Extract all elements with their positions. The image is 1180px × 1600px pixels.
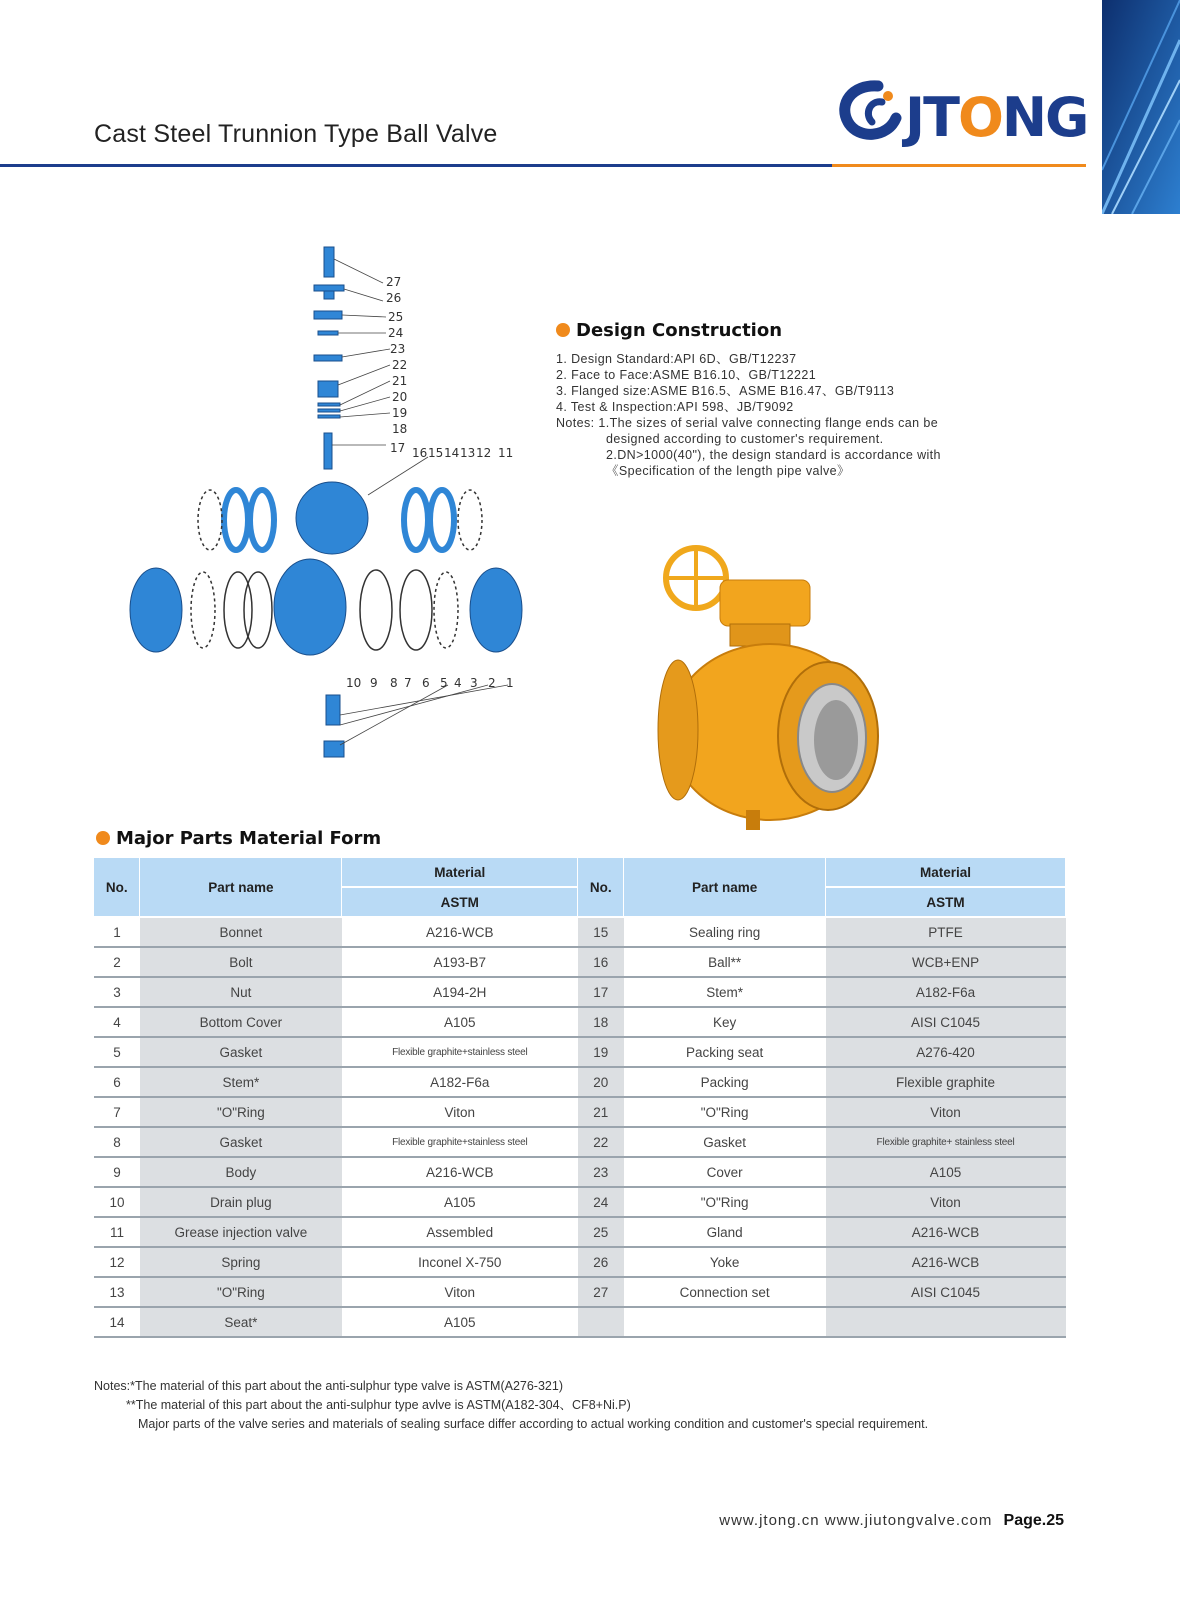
table-cell: Packing — [624, 1067, 826, 1097]
ball-valve-photo — [650, 540, 890, 840]
header-divider-blue — [0, 164, 832, 167]
callout-label: 4 — [454, 676, 462, 690]
page-title: Cast Steel Trunnion Type Ball Valve — [94, 120, 498, 148]
design-note: 2.DN>1000(40"), the design standard is accordance with — [606, 448, 941, 462]
table-cell: A216-WCB — [342, 917, 578, 947]
table-cell: Grease injection valve — [140, 1217, 342, 1247]
callout-label: 24 — [388, 326, 404, 340]
table-cell: Inconel X-750 — [342, 1247, 578, 1277]
callout-label: 8 — [390, 676, 398, 690]
table-cell: Bonnet — [140, 917, 342, 947]
table-cell: Flexible graphite — [826, 1067, 1066, 1097]
table-cell: A276-420 — [826, 1037, 1066, 1067]
callout-label: 6 — [422, 676, 430, 690]
table-cell: Cover — [624, 1157, 826, 1187]
callout-label: 3 — [470, 676, 478, 690]
table-cell: Sealing ring — [624, 917, 826, 947]
table-cell: Viton — [826, 1097, 1066, 1127]
design-item: 2. Face to Face:ASME B16.10、GB/T12221 — [556, 368, 817, 382]
design-item: 3. Flanged size:ASME B16.5、ASME B16.47、GB/T9113 — [556, 384, 895, 398]
table-cell: WCB+ENP — [826, 947, 1066, 977]
design-list — [556, 351, 1096, 479]
callout-label: 26 — [386, 291, 402, 305]
design-item: 4. Test & Inspection:API 598、JB/T9092 — [556, 400, 794, 414]
table-cell: AISI C1045 — [826, 1277, 1066, 1307]
table-cell: "O"Ring — [140, 1277, 342, 1307]
table-cell: Yoke — [624, 1247, 826, 1277]
table-cell: Drain plug — [140, 1187, 342, 1217]
table-cell: 8 — [94, 1127, 140, 1157]
header-no: No. — [578, 858, 624, 917]
table-cell: 21 — [578, 1097, 624, 1127]
table-cell: 26 — [578, 1247, 624, 1277]
table-cell: Assembled — [342, 1217, 578, 1247]
design-note: Notes: 1.The sizes of serial valve connecting flange ends can be — [556, 416, 939, 430]
parts-heading: Major Parts Material Form — [96, 828, 381, 849]
footnote-line: Notes:*The material of this part about the anti-sulphur type valve is ASTM(A276-321) — [94, 1379, 563, 1393]
table-cell: 3 — [94, 977, 140, 1007]
logo-wordmark: JTONG — [905, 86, 1088, 149]
table-cell: A105 — [342, 1307, 578, 1337]
table-cell — [826, 1307, 1066, 1337]
table-cell: 18 — [578, 1007, 624, 1037]
callout-label: 7 — [404, 676, 412, 690]
header-astm: ASTM — [342, 887, 578, 917]
corner-decoration — [1102, 0, 1180, 214]
table-cell: 4 — [94, 1007, 140, 1037]
header-material: Material — [826, 858, 1066, 887]
table-row — [94, 1067, 1066, 1097]
callout-label: 14 — [444, 446, 460, 460]
table-cell: Viton — [342, 1277, 578, 1307]
table-cell: Gasket — [140, 1127, 342, 1157]
table-cell: Spring — [140, 1247, 342, 1277]
parts-material-table — [94, 858, 1066, 1338]
table-cell: A216-WCB — [342, 1157, 578, 1187]
design-note: designed according to customer's requirement. — [606, 432, 884, 446]
table-cell: Packing seat — [624, 1037, 826, 1067]
table-cell: 16 — [578, 947, 624, 977]
table-cell: A216-WCB — [826, 1217, 1066, 1247]
footnotes — [94, 1377, 928, 1434]
table-cell: 14 — [94, 1307, 140, 1337]
table-cell: 20 — [578, 1067, 624, 1097]
header-part-name: Part name — [140, 858, 342, 917]
callout-label: 20 — [392, 390, 408, 404]
table-cell: Flexible graphite+stainless steel — [342, 1037, 578, 1067]
callout-label: 23 — [390, 342, 406, 356]
table-cell — [624, 1307, 826, 1337]
table-cell: 10 — [94, 1187, 140, 1217]
table-cell: 24 — [578, 1187, 624, 1217]
table-cell: AISI C1045 — [826, 1007, 1066, 1037]
table-cell: 15 — [578, 917, 624, 947]
header-no: No. — [94, 858, 140, 917]
table-cell: Connection set — [624, 1277, 826, 1307]
table-cell: 13 — [94, 1277, 140, 1307]
table-cell: Gasket — [140, 1037, 342, 1067]
table-row — [94, 1037, 1066, 1067]
table-cell: Ball** — [624, 947, 826, 977]
table-cell: 2 — [94, 947, 140, 977]
table-cell: A105 — [342, 1007, 578, 1037]
table-row — [94, 1097, 1066, 1127]
callout-label: 11 — [498, 446, 514, 460]
table-row — [94, 1187, 1066, 1217]
table-row — [94, 917, 1066, 947]
table-cell: 25 — [578, 1217, 624, 1247]
table-cell: A105 — [342, 1187, 578, 1217]
callout-label: 18 — [392, 422, 408, 436]
callout-label: 13 — [460, 446, 476, 460]
table-row — [94, 977, 1066, 1007]
header-astm: ASTM — [826, 887, 1066, 917]
callout-label: 1 — [506, 676, 514, 690]
page-number: Page.25 — [1003, 1512, 1064, 1529]
table-row — [94, 1277, 1066, 1307]
table-cell: 19 — [578, 1037, 624, 1067]
table-row — [94, 1007, 1066, 1037]
callout-label: 15 — [428, 446, 444, 460]
table-cell: Key — [624, 1007, 826, 1037]
callout-label: 9 — [370, 676, 378, 690]
table-cell: 27 — [578, 1277, 624, 1307]
table-cell: PTFE — [826, 917, 1066, 947]
table-cell: 9 — [94, 1157, 140, 1187]
table-cell: 7 — [94, 1097, 140, 1127]
table-cell: Stem* — [624, 977, 826, 1007]
table-cell: Viton — [342, 1097, 578, 1127]
table-cell: Viton — [826, 1187, 1066, 1217]
table-cell: 22 — [578, 1127, 624, 1157]
callout-label: 17 — [390, 441, 406, 455]
exploded-view-diagram — [128, 245, 538, 780]
callout-label: 5 — [440, 676, 448, 690]
table-cell: Gasket — [624, 1127, 826, 1157]
design-heading: Design Construction — [556, 320, 1096, 341]
table-cell: Stem* — [140, 1067, 342, 1097]
table-cell: 5 — [94, 1037, 140, 1067]
table-cell — [578, 1307, 624, 1337]
table-cell: "O"Ring — [624, 1097, 826, 1127]
callout-label: 10 — [346, 676, 362, 690]
table-cell: A216-WCB — [826, 1247, 1066, 1277]
table-cell: Nut — [140, 977, 342, 1007]
table-cell: 1 — [94, 917, 140, 947]
footnote-line: **The material of this part about the anti-sulphur type avlve is ASTM(A182-304、CF8+Ni.P) — [126, 1398, 631, 1412]
table-cell: 11 — [94, 1217, 140, 1247]
table-cell: Seat* — [140, 1307, 342, 1337]
table-cell: A182-F6a — [826, 977, 1066, 1007]
footer-urls: www.jtong.cn www.jiutongvalve.com — [719, 1512, 993, 1529]
header-material: Material — [342, 858, 578, 887]
callout-label: 27 — [386, 275, 402, 289]
callout-label: 19 — [392, 406, 408, 420]
design-item: 1. Design Standard:API 6D、GB/T12237 — [556, 352, 797, 366]
table-cell: 23 — [578, 1157, 624, 1187]
table-cell: Gland — [624, 1217, 826, 1247]
table-row — [94, 947, 1066, 977]
callout-label: 16 — [412, 446, 428, 460]
table-row — [94, 1307, 1066, 1337]
table-cell: A105 — [826, 1157, 1066, 1187]
callout-label: 25 — [388, 310, 404, 324]
table-cell: Bottom Cover — [140, 1007, 342, 1037]
table-row — [94, 1127, 1066, 1157]
design-note: 《Specification of the length pipe valve》 — [606, 464, 850, 478]
table-cell: 12 — [94, 1247, 140, 1277]
table-cell: 6 — [94, 1067, 140, 1097]
table-cell: "O"Ring — [624, 1187, 826, 1217]
header-divider-orange — [832, 164, 1086, 167]
table-cell: A193-B7 — [342, 947, 578, 977]
table-row — [94, 1157, 1066, 1187]
footnote-line: Major parts of the valve series and materials of sealing surface differ according to actual working condition and customer's special requirement. — [138, 1417, 929, 1431]
header-part-name: Part name — [624, 858, 826, 917]
table-cell: Flexible graphite+stainless steel — [342, 1127, 578, 1157]
table-cell: A194-2H — [342, 977, 578, 1007]
bullet-dot-icon — [96, 831, 110, 845]
callout-label: 22 — [392, 358, 408, 372]
table-cell: "O"Ring — [140, 1097, 342, 1127]
table-cell: Bolt — [140, 947, 342, 977]
callout-label: 12 — [476, 446, 492, 460]
design-construction-section — [556, 320, 1096, 479]
table-cell: 17 — [578, 977, 624, 1007]
page-footer — [719, 1512, 1064, 1530]
table-row — [94, 1247, 1066, 1277]
table-row — [94, 1217, 1066, 1247]
table-cell: Flexible graphite+ stainless steel — [826, 1127, 1066, 1157]
table-cell: A182-F6a — [342, 1067, 578, 1097]
bullet-dot-icon — [556, 323, 570, 337]
callout-label: 21 — [392, 374, 408, 388]
table-cell: Body — [140, 1157, 342, 1187]
callout-label: 2 — [488, 676, 496, 690]
